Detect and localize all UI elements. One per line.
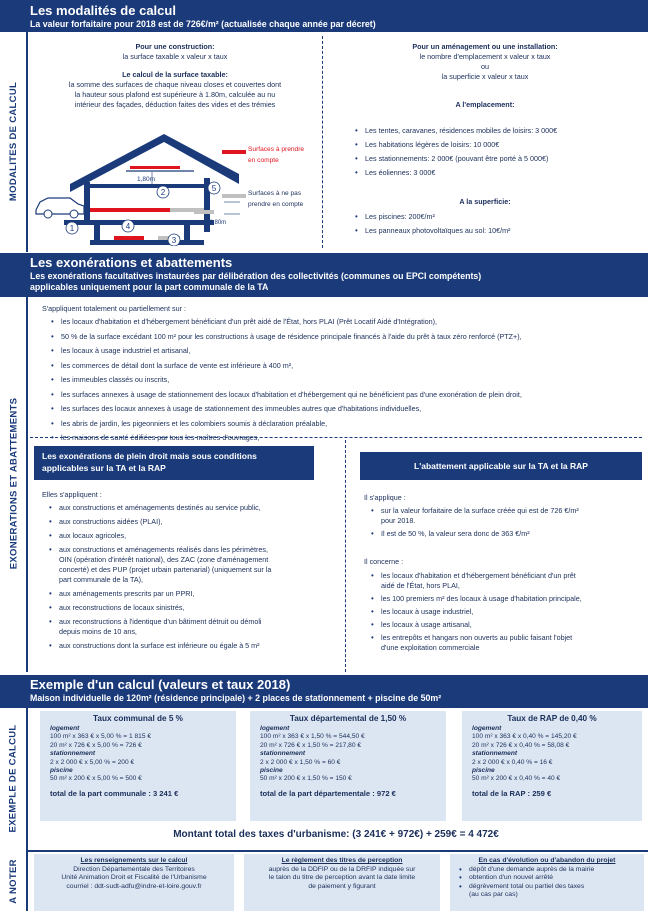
list-item: • aux reconstructions à l'identique d'un bâtiment détruit ou démoli depuis moins de 10 ans,: [48, 617, 338, 637]
calc-line: la hauteur sous plafond est supérieure à 1.80m, calculée au nu: [74, 90, 276, 99]
divider: [322, 36, 323, 248]
exo-list: [50, 315, 646, 446]
list-item: • les locaux à usage artisanal,: [370, 620, 642, 630]
list-item: • aux constructions et aménagements destinés au service public,: [48, 503, 338, 513]
list-item: • aux aménagements prescrits par un PPRI,: [48, 589, 338, 599]
svg-text:1,80m: 1,80m: [137, 176, 156, 183]
left-intro: Elles s'appliquent :: [42, 490, 102, 499]
svg-text:<1,80m: <1,80m: [206, 220, 227, 226]
calc-line: intérieur des façades, déduction faites des vides et des trémies: [74, 100, 276, 109]
calc-communal: Taux communal de 5 % logement 100 m² x 363 € x 5,00 % = 1 815 € 20 m² x 726 € x 5,00 % = 726 € stationnement 2 x 2 000 € x 5,00 % = 200 € piscine 50 m² x 200 € x 5,00 % = 500 € total de la part communale : 3 241 €: [40, 711, 236, 821]
side-label-exemple: EXEMPLE DE CALCUL: [8, 723, 19, 833]
house-diagram: [34, 126, 248, 246]
list-item: • 50 % de la surface excédant 100 m² pour les constructions à usage de résidence principale financés à l'aide du prêt à taux zéro renforcé (PTZ+),: [50, 330, 646, 345]
legend-gray-swatch: [222, 194, 246, 198]
plein-droit-list: [48, 503, 338, 651]
section-header-exemple: [0, 675, 648, 708]
list-item: • aux constructions et aménagements réalisés dans les périmètres, OIN (opération d'intérêt national), des ZAC (zone d'aménagement concerté) et des PUP (projet urbain partenarial) (uniquement sur la part communale de la TA),: [48, 545, 338, 585]
construction-block: Pour une construction: la surface taxable x valeur x taux Le calcul de la surface taxable: la somme des surfaces de chaque niveau closes et couvertes dont la hauteur sous plafond est supérieure à 1.80m, calculée au nu intérieur des façades, déduction faites des vides et des trémies: [30, 42, 320, 110]
exo-intro: S'appliquent totalement ou partiellement sur :: [42, 304, 187, 313]
grand-total: Montant total des taxes d'urbanisme: (3 241€ + 972€) + 259€ = 4 472€: [173, 829, 499, 840]
legend-red: Surfaces à prendre en compte: [248, 146, 305, 164]
list-item: • sur la valeur forfaitaire de la surface créée qui est de 726 €/m² pour 2018.: [370, 506, 642, 526]
divider: [26, 850, 648, 852]
list-item: • les locaux à usage industriel et artisanal,: [50, 344, 646, 359]
list-item: • Les panneaux photovoltaïques au sol: 10€/m²: [354, 224, 644, 238]
list-item: • Les tentes, caravanes, résidences mobiles de loisirs: 3 000€: [354, 124, 644, 138]
list-item: • les 100 premiers m² des locaux à usage d'habitation principale,: [370, 594, 642, 604]
list-item: • les surfaces annexes à usage de stationnement des locaux d'habitation et d'hébergement qui ne bénéficient pas d'une exonération de plein droit,: [50, 388, 646, 403]
svg-text:4: 4: [125, 222, 131, 231]
section-subtitle: applicables uniquement pour la part communale de la TA: [30, 282, 269, 292]
right-intro-2: Il concerne :: [364, 557, 404, 566]
side-divider: [26, 708, 28, 850]
list-item: • les commerces de détail dont la surface de vente est inférieure à 400 m²,: [50, 359, 646, 374]
exo-plein-droit-box: Les exonérations de plein droit mais sous conditions applicables sur la TA et la RAP: [34, 446, 314, 480]
divider: [30, 437, 642, 438]
list-item: • les locaux d'habitation et d'hébergement bénéficiant d'un prêt aidé de l'État, hors PLAI (Prêt Locatif Aidé d'Intégration),: [50, 315, 646, 330]
list-item: • Les stationnements: 2 000€ (pouvant être porté à 5 000€): [354, 152, 644, 166]
svg-text:3: 3: [171, 236, 177, 245]
abattement-box: L'abattement applicable sur la TA et la RAP: [360, 452, 642, 480]
list-item: • aux constructions dont la surface est inférieure ou égale à 5 m²: [48, 641, 338, 651]
abattement-list-2: [370, 571, 642, 653]
list-item: • aux reconstructions de locaux sinistrés,: [48, 603, 338, 613]
side-divider: [26, 32, 28, 252]
list-item: • Les éoliennes: 3 000€: [354, 166, 644, 180]
section-header-exonerations: [0, 253, 648, 297]
list-item: • Les habitations légères de loisirs: 10 000€: [354, 138, 644, 152]
list-item: • dépôt d'une demande auprès de la mairie: [458, 866, 644, 875]
side-divider: [26, 297, 28, 672]
section-subtitle: Les exonérations facultatives instaurées par délibération des collectivités (communes ou EPCI compétents): [30, 271, 482, 281]
amenagement-block: Pour un aménagement ou une installation: le nombre d'emplacement x valeur x taux ou la superficie x valeur x taux A l'emplacement:: [412, 42, 558, 109]
side-label-exonerations: EXONERATIONS ET ABATTEMENTS: [8, 397, 20, 570]
list-item: • les maisons de santé édifiées par tous les maîtres d'ouvrages,: [50, 431, 646, 446]
side-label-modalites: MODALITES DE CALCUL: [8, 81, 20, 201]
abattement-list-1: [370, 506, 642, 539]
section-header-modalites: [0, 0, 648, 32]
list-item: • obtention d'un nouvel arrêté: [458, 874, 644, 883]
list-item: • aux locaux agricoles,: [48, 531, 338, 541]
emplacement-list: [354, 124, 644, 180]
section-subtitle: La valeur forfaitaire pour 2018 est de 726€/m² (actualisée chaque année par décret): [30, 19, 376, 29]
list-item: • les abris de jardin, les pigeonniers et les colombiers soumis à déclaration préalable,: [50, 417, 646, 432]
calc-rap: Taux de RAP de 0,40 % logement 100 m² x 363 € x 0,40 % = 145,20 € 20 m² x 726 € x 0,40 % = 58,08 € stationnement 2 x 2 000 € x 0,40 % = 16 € piscine 50 m² x 200 € x 0,40 % = 40 € total de la RAP : 259 €: [462, 711, 642, 821]
note-reglement: Le règlement des titres de perception auprès de la DDFIP ou de la DRFIP indiquée sur le talon du titre de perception avant la date limite de paiement y figurant: [244, 854, 440, 911]
section-title: Les exonérations et abattements: [30, 255, 233, 270]
legend-gray: Surfaces à ne pas prendre en compte: [248, 190, 304, 208]
section-subtitle: Maison individuelle de 120m² (résidence principale) + 2 places de stationnement + piscine de 50m²: [30, 693, 442, 703]
section-title: Les modalités de calcul: [30, 3, 176, 18]
superficie-list: [354, 210, 644, 238]
superficie-heading: A la superficie:: [459, 197, 511, 206]
side-label-noter: A NOTER: [8, 859, 19, 904]
list-item: • les entrepôts et hangars non ouverts au public faisant l'objet d'une exploitation commerciale: [370, 633, 642, 653]
legend-red-swatch: [222, 150, 246, 154]
list-item: • les locaux à usage industriel,: [370, 607, 642, 617]
list-item: • aux constructions aidées (PLAI),: [48, 517, 338, 527]
list-item: • Il est de 50 %, la valeur sera donc de 363 €/m²: [370, 529, 642, 539]
note-renseignements: Les renseignements sur le calcul Direction Départementale des Territoires Unité Animation Droit et Fiscalité de l'Urbanisme courriel : ddt-sudt-adfu@indre-et-loire.gouv.fr: [34, 854, 234, 911]
svg-text:5: 5: [211, 184, 217, 193]
calc-departemental: Taux départemental de 1,50 % logement 100 m² x 363 € x 1,50 % = 544,50 € 20 m² x 726 € x 1,50 % = 217,80 € stationnement 2 x 2 000 € x 1,50 % = 60 € piscine 50 m² x 200 € x 1,50 % = 150 € total de la part départementale : 972 €: [250, 711, 446, 821]
svg-text:1: 1: [69, 224, 75, 233]
section-title: Exemple d'un calcul (valeurs et taux 2018): [30, 677, 291, 692]
list-item: • les surfaces des locaux annexes à usage de stationnement des immeubles autres que d'habitations individuelles,: [50, 402, 646, 417]
list-item: • dégrèvement total ou partiel des taxes: [458, 883, 644, 892]
list-item: • les locaux d'habitation et d'hébergement bénéficiant d'un prêt aidé de l'État, hors PLAI,: [370, 571, 642, 591]
right-intro: Il s'applique :: [364, 493, 406, 502]
svg-text:2: 2: [160, 188, 166, 197]
list-item: • les immeubles classés ou inscrits,: [50, 373, 646, 388]
calc-line: la somme des surfaces de chaque niveau closes et couvertes dont: [68, 80, 282, 89]
list-item: • Les piscines: 200€/m²: [354, 210, 644, 224]
note-evolution: En cas d'évolution ou d'abandon du projet • dépôt d'une demande auprès de la mairie • obtention d'un nouvel arrêté • dégrèvement total ou partiel des taxes (au cas par cas): [450, 854, 644, 911]
divider: [345, 440, 346, 672]
